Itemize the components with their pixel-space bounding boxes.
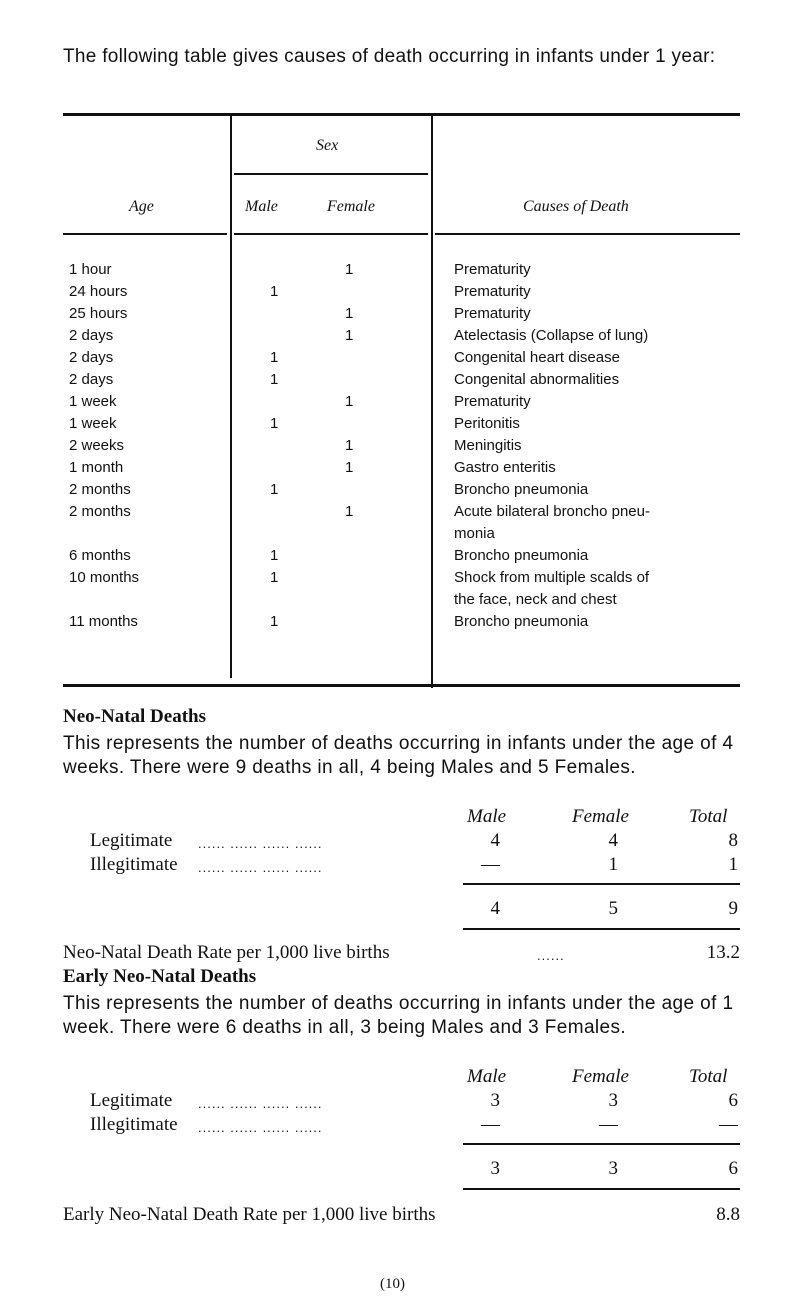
early-legit-female: 3 (608, 1090, 618, 1111)
cause-cell-continued: the face, neck and chest (454, 591, 617, 608)
early-legit-total: 6 (728, 1090, 738, 1111)
male-count-cell: 1 (270, 613, 279, 630)
age-cell: 25 hours (69, 305, 128, 322)
leader-dots: ...... ...... ...... ...... (198, 1120, 323, 1135)
neonatal-legit-total: 8 (728, 830, 738, 851)
early-neonatal-heading: Early Neo-Natal Deaths (63, 966, 257, 987)
age-cell: 1 week (69, 393, 117, 410)
neonatal-col-male: Male (467, 806, 507, 827)
neonatal-rate-value: 13.2 (706, 942, 740, 963)
header-male: Male (245, 198, 278, 215)
neonatal-legit-female: 4 (608, 830, 618, 851)
table-bottom-rule (63, 684, 740, 687)
age-cell: 2 days (69, 371, 114, 388)
cause-header-rule (435, 233, 740, 235)
neonatal-paragraph: This represents the number of deaths occurring in infants under the age of 4 weeks. There were 9 deaths in all, 4 being Males and 5 Females. (63, 733, 734, 778)
age-cell: 2 months (69, 481, 131, 498)
header-cause: Causes of Death (523, 198, 629, 215)
neonatal-col-total: Total (689, 806, 728, 827)
cause-cell: Meningitis (454, 437, 522, 454)
early-total-rule (463, 1188, 740, 1190)
male-count-cell: 1 (270, 415, 279, 432)
early-illegit-male: — (481, 1114, 500, 1135)
leader-dots: ...... ...... ...... ...... (198, 860, 323, 875)
neonatal-total-total: 9 (728, 898, 738, 919)
female-count-cell: 1 (345, 459, 354, 476)
male-count-cell: 1 (270, 349, 279, 366)
male-count-cell: 1 (270, 569, 279, 586)
leader-dots: ...... ...... ...... ...... (198, 1096, 323, 1111)
cause-cell-continued: monia (454, 525, 495, 542)
early-total-total: 6 (728, 1158, 738, 1179)
female-count-cell: 1 (345, 261, 354, 278)
neonatal-heading: Neo-Natal Deaths (63, 706, 207, 727)
early-illegit-total: — (719, 1114, 738, 1135)
neonatal-row-label: Legitimate (90, 830, 173, 851)
header-sex: Sex (316, 137, 339, 154)
neonatal-rate-label: Neo-Natal Death Rate per 1,000 live births (63, 942, 390, 963)
early-total-female: 3 (608, 1158, 618, 1179)
male-count-cell: 1 (270, 547, 279, 564)
early-col-male: Male (467, 1066, 507, 1087)
early-illegit-female: — (599, 1114, 618, 1135)
cause-cell: Prematurity (454, 261, 531, 278)
leader-dots: ...... ...... ...... ...... (198, 836, 323, 851)
female-count-cell: 1 (345, 305, 354, 322)
neonatal-illegit-female: 1 (608, 854, 618, 875)
intro-text: The following table gives causes of death occurring in infants under 1 year: (63, 46, 716, 67)
neonatal-sum-rule (463, 883, 740, 885)
header-female: Female (327, 198, 375, 215)
cause-cell: Acute bilateral broncho pneu- (454, 503, 650, 520)
age-cell: 1 hour (69, 261, 112, 278)
early-neonatal-paragraph: This represents the number of deaths occurring in infants under the age of 1 week. There were 6 deaths in all, 3 being Males and 3 Females. (63, 993, 734, 1038)
cause-cell: Broncho pneumonia (454, 547, 589, 564)
sex-header-rule (234, 233, 428, 235)
age-cell: 2 days (69, 327, 114, 344)
neonatal-total-male: 4 (490, 898, 500, 919)
page-number: (10) (380, 1276, 405, 1292)
age-cell: 6 months (69, 547, 131, 564)
neonatal-row-label: Illegitimate (90, 854, 178, 875)
table-top-rule (63, 113, 740, 116)
neonatal-total-rule (463, 928, 740, 930)
early-row-label: Illegitimate (90, 1114, 178, 1135)
neonatal-illegit-total: 1 (728, 854, 738, 875)
early-total-male: 3 (490, 1158, 500, 1179)
age-cell: 2 days (69, 349, 114, 366)
early-row-label: Legitimate (90, 1090, 173, 1111)
cause-cell: Gastro enteritis (454, 459, 556, 476)
neonatal-col-female: Female (572, 806, 629, 827)
age-cell: 24 hours (69, 283, 128, 300)
sex-subheader-rule (234, 173, 428, 175)
cause-cell: Congenital abnormalities (454, 371, 620, 388)
male-count-cell: 1 (270, 481, 279, 498)
neonatal-legit-male: 4 (490, 830, 500, 851)
female-count-cell: 1 (345, 503, 354, 520)
male-count-cell: 1 (270, 371, 279, 388)
table-divider-right (431, 113, 433, 688)
cause-cell: Prematurity (454, 283, 531, 300)
male-count-cell: 1 (270, 283, 279, 300)
age-cell: 2 weeks (69, 437, 125, 454)
early-col-female: Female (572, 1066, 629, 1087)
early-rate-value: 8.8 (716, 1204, 740, 1225)
early-legit-male: 3 (490, 1090, 500, 1111)
neonatal-illegit-male: — (481, 854, 500, 875)
female-count-cell: 1 (345, 437, 354, 454)
female-count-cell: 1 (345, 327, 354, 344)
cause-cell: Prematurity (454, 393, 531, 410)
age-cell: 1 week (69, 415, 117, 432)
cause-cell: Congenital heart disease (454, 349, 620, 366)
age-cell: 10 months (69, 569, 140, 586)
leader-dots: ...... (537, 948, 565, 963)
table-divider-left (230, 113, 232, 678)
age-header-rule (63, 233, 227, 235)
early-col-total: Total (689, 1066, 728, 1087)
cause-cell: Atelectasis (Collapse of lung) (454, 327, 649, 344)
neonatal-total-female: 5 (608, 898, 618, 919)
cause-cell: Broncho pneumonia (454, 481, 589, 498)
early-sum-rule (463, 1143, 740, 1145)
cause-cell: Shock from multiple scalds of (454, 569, 650, 586)
cause-cell: Prematurity (454, 305, 531, 322)
early-rate-label: Early Neo-Natal Death Rate per 1,000 live births (63, 1204, 436, 1225)
cause-cell: Peritonitis (454, 415, 520, 432)
infant-deaths-table (63, 113, 740, 688)
cause-cell: Broncho pneumonia (454, 613, 589, 630)
female-count-cell: 1 (345, 393, 354, 410)
age-cell: 11 months (69, 613, 138, 630)
age-cell: 1 month (69, 459, 124, 476)
header-age: Age (129, 198, 154, 215)
age-cell: 2 months (69, 503, 131, 520)
